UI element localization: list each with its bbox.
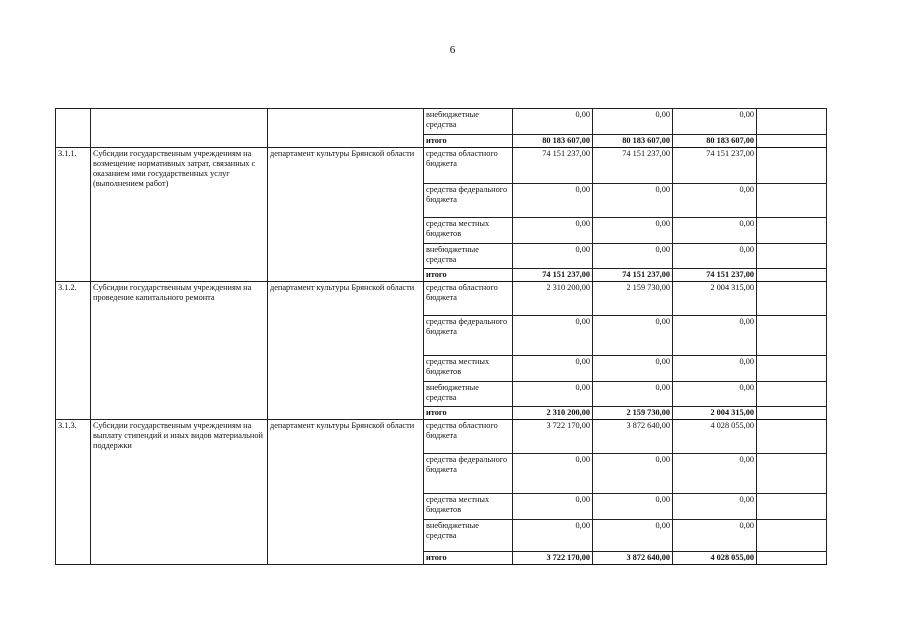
total-label: итого (424, 135, 513, 148)
row-code-cell (56, 109, 91, 148)
value-year-3: 0,00 (673, 382, 757, 407)
value-year-3: 0,00 (673, 184, 757, 218)
empty-cell (757, 420, 827, 454)
row-executor: департамент культуры Брянской области (268, 148, 424, 282)
value-year-3: 2 004 315,00 (673, 407, 757, 420)
row-name: Субсидии государственным учреждениям на проведение капитального ремонта (91, 282, 268, 420)
empty-cell (757, 316, 827, 356)
value-year-1: 0,00 (513, 382, 593, 407)
funding-source: средства местных бюджетов (424, 218, 513, 244)
value-year-2: 0,00 (593, 454, 673, 494)
value-year-3: 0,00 (673, 109, 757, 135)
value-year-1: 3 722 170,00 (513, 552, 593, 565)
empty-cell (757, 184, 827, 218)
funding-source: средства областного бюджета (424, 420, 513, 454)
value-year-2: 2 159 730,00 (593, 282, 673, 316)
value-year-3: 0,00 (673, 520, 757, 552)
value-year-2: 0,00 (593, 316, 673, 356)
value-year-3: 0,00 (673, 316, 757, 356)
empty-cell (757, 218, 827, 244)
value-year-1: 0,00 (513, 244, 593, 269)
value-year-2: 0,00 (593, 382, 673, 407)
value-year-1: 0,00 (513, 356, 593, 382)
empty-cell (757, 520, 827, 552)
value-year-2: 0,00 (593, 520, 673, 552)
value-year-3: 0,00 (673, 356, 757, 382)
value-year-3: 0,00 (673, 454, 757, 494)
value-year-1: 0,00 (513, 218, 593, 244)
row-name: Субсидии государственным учреждениям на возмещение нормативных затрат, связанных с оказанием ими государственных услуг (выполнением работ) (91, 148, 268, 282)
value-year-3: 0,00 (673, 244, 757, 269)
row-code: 3.1.1. (56, 148, 91, 282)
value-year-2: 3 872 640,00 (593, 420, 673, 454)
funding-source: средства местных бюджетов (424, 356, 513, 382)
value-year-2: 0,00 (593, 494, 673, 520)
funding-source: средства областного бюджета (424, 148, 513, 184)
empty-cell (757, 382, 827, 407)
table-row (56, 420, 827, 454)
empty-cell (757, 109, 827, 135)
empty-cell (757, 244, 827, 269)
value-year-3: 74 151 237,00 (673, 148, 757, 184)
table-row (56, 282, 827, 316)
row-name: Субсидии государственным учреждениям на выплату стипендий и иных видов материальной поддержки (91, 420, 268, 565)
empty-cell (757, 494, 827, 520)
empty-cell (757, 282, 827, 316)
value-year-2: 0,00 (593, 184, 673, 218)
value-year-3: 4 028 055,00 (673, 420, 757, 454)
empty-cell (757, 148, 827, 184)
total-label: итого (424, 552, 513, 565)
value-year-2: 3 872 640,00 (593, 552, 673, 565)
value-year-3: 2 004 315,00 (673, 282, 757, 316)
funding-source: внебюджетные средства (424, 109, 513, 135)
value-year-1: 74 151 237,00 (513, 269, 593, 282)
value-year-1: 80 183 607,00 (513, 135, 593, 148)
empty-cell (757, 269, 827, 282)
value-year-2: 2 159 730,00 (593, 407, 673, 420)
empty-cell (757, 356, 827, 382)
value-year-1: 74 151 237,00 (513, 148, 593, 184)
table-row (56, 109, 827, 135)
value-year-1: 0,00 (513, 454, 593, 494)
value-year-2: 0,00 (593, 218, 673, 244)
value-year-1: 0,00 (513, 520, 593, 552)
total-label: итого (424, 407, 513, 420)
value-year-1: 3 722 170,00 (513, 420, 593, 454)
funding-source: внебюджетные средства (424, 520, 513, 552)
funding-source: средства федерального бюджета (424, 454, 513, 494)
value-year-2: 0,00 (593, 356, 673, 382)
value-year-2: 74 151 237,00 (593, 148, 673, 184)
value-year-1: 0,00 (513, 494, 593, 520)
value-year-3: 0,00 (673, 494, 757, 520)
budget-table (55, 108, 827, 565)
value-year-2: 0,00 (593, 244, 673, 269)
table-row (56, 148, 827, 184)
funding-source: средства областного бюджета (424, 282, 513, 316)
value-year-2: 80 183 607,00 (593, 135, 673, 148)
value-year-1: 2 310 200,00 (513, 407, 593, 420)
row-name-cell (91, 109, 268, 148)
empty-cell (757, 407, 827, 420)
total-label: итого (424, 269, 513, 282)
funding-source: внебюджетные средства (424, 382, 513, 407)
value-year-1: 0,00 (513, 184, 593, 218)
empty-cell (757, 552, 827, 565)
page-number: 6 (449, 44, 456, 56)
empty-cell (757, 454, 827, 494)
empty-cell (757, 135, 827, 148)
value-year-1: 2 310 200,00 (513, 282, 593, 316)
value-year-2: 0,00 (593, 109, 673, 135)
table-body (56, 109, 827, 565)
row-code: 3.1.3. (56, 420, 91, 565)
row-executor-cell (268, 109, 424, 148)
value-year-1: 0,00 (513, 316, 593, 356)
value-year-3: 74 151 237,00 (673, 269, 757, 282)
row-code: 3.1.2. (56, 282, 91, 420)
row-executor: департамент культуры Брянской области (268, 420, 424, 565)
row-executor: департамент культуры Брянской области (268, 282, 424, 420)
funding-source: средства федерального бюджета (424, 316, 513, 356)
value-year-3: 4 028 055,00 (673, 552, 757, 565)
value-year-3: 0,00 (673, 218, 757, 244)
funding-source: средства федерального бюджета (424, 184, 513, 218)
value-year-1: 0,00 (513, 109, 593, 135)
value-year-2: 74 151 237,00 (593, 269, 673, 282)
value-year-3: 80 183 607,00 (673, 135, 757, 148)
funding-source: средства местных бюджетов (424, 494, 513, 520)
funding-source: внебюджетные средства (424, 244, 513, 269)
